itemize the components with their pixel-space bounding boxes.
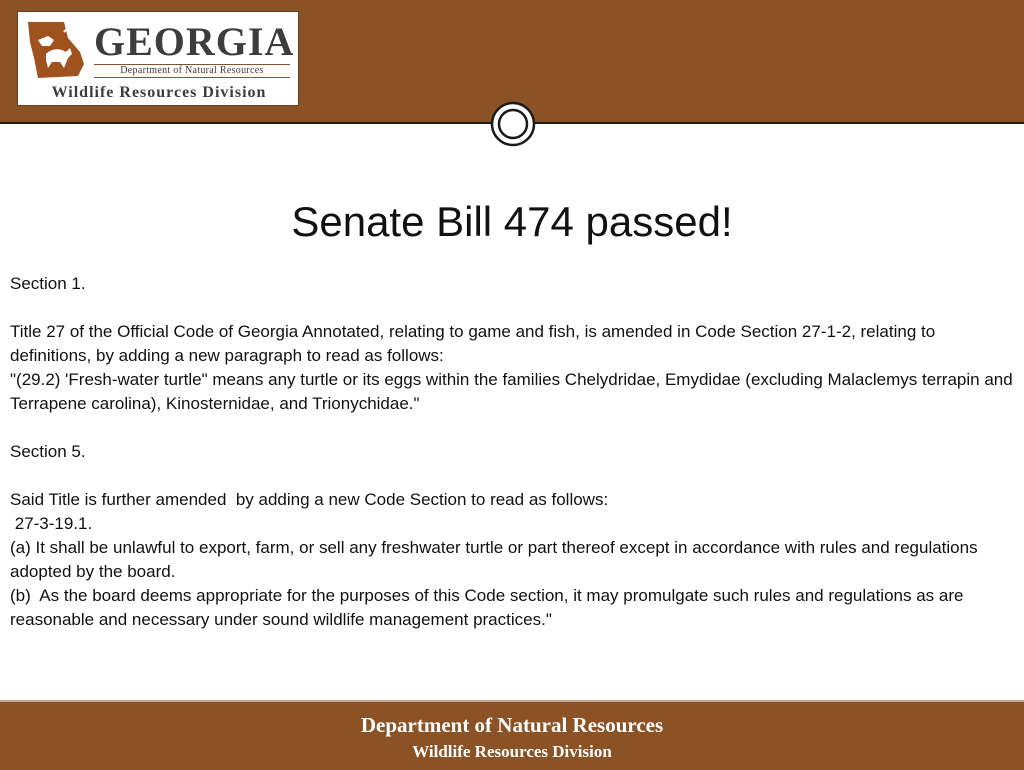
body-paragraph: Section 5. — [10, 442, 86, 461]
paragraph-spacer — [10, 296, 1014, 320]
footer-department: Department of Natural Resources — [360, 713, 664, 737]
logo-title: GEORGIA — [94, 19, 295, 64]
paragraph-spacer — [10, 464, 1014, 488]
slide-title: Senate Bill 474 passed! — [291, 198, 733, 245]
body-paragraph: (b) As the board deems appropriate for the purposes of this Code section, it may promulgate such rules and regulations as are reasonable and necessary under sound wildlife management practices." — [10, 586, 969, 629]
body-paragraph: Section 1. — [10, 274, 86, 293]
body-paragraph: Said Title is further amended by adding a new Code Section to read as follows: — [10, 490, 609, 509]
georgia-dnr-logo — [17, 11, 299, 106]
body-paragraph: Title 27 of the Official Code of Georgia Annotated, relating to game and fish, is amended in Code Section 27-1-2, relating to definitions, by adding a new paragraph to read as follows: — [10, 322, 940, 365]
logo-division: Wildlife Resources Division — [51, 84, 267, 101]
body-paragraph: 27-3-19.1. — [10, 514, 93, 533]
body-paragraph: "(29.2) 'Fresh-water turtle" means any turtle or its eggs within the families Chelydridae, Emydidae (excluding Malaclemys terrapin and Terrapene carolina), Kinosternidae, and Trionychidae." — [10, 370, 1018, 413]
ring-icon — [490, 101, 536, 147]
georgia-state-wildlife-logo-icon — [24, 18, 88, 82]
paragraph-spacer — [10, 416, 1014, 440]
slide-body — [10, 272, 1018, 632]
body-paragraph: (a) It shall be unlawful to export, farm, or sell any freshwater turtle or part thereof except in accordance with rules and regulations adopted by the board. — [10, 538, 983, 581]
footer-division: Wildlife Resources Division — [412, 742, 612, 761]
logo-subtitle: Department of Natural Resources — [94, 64, 290, 78]
footer-band — [0, 700, 1024, 770]
